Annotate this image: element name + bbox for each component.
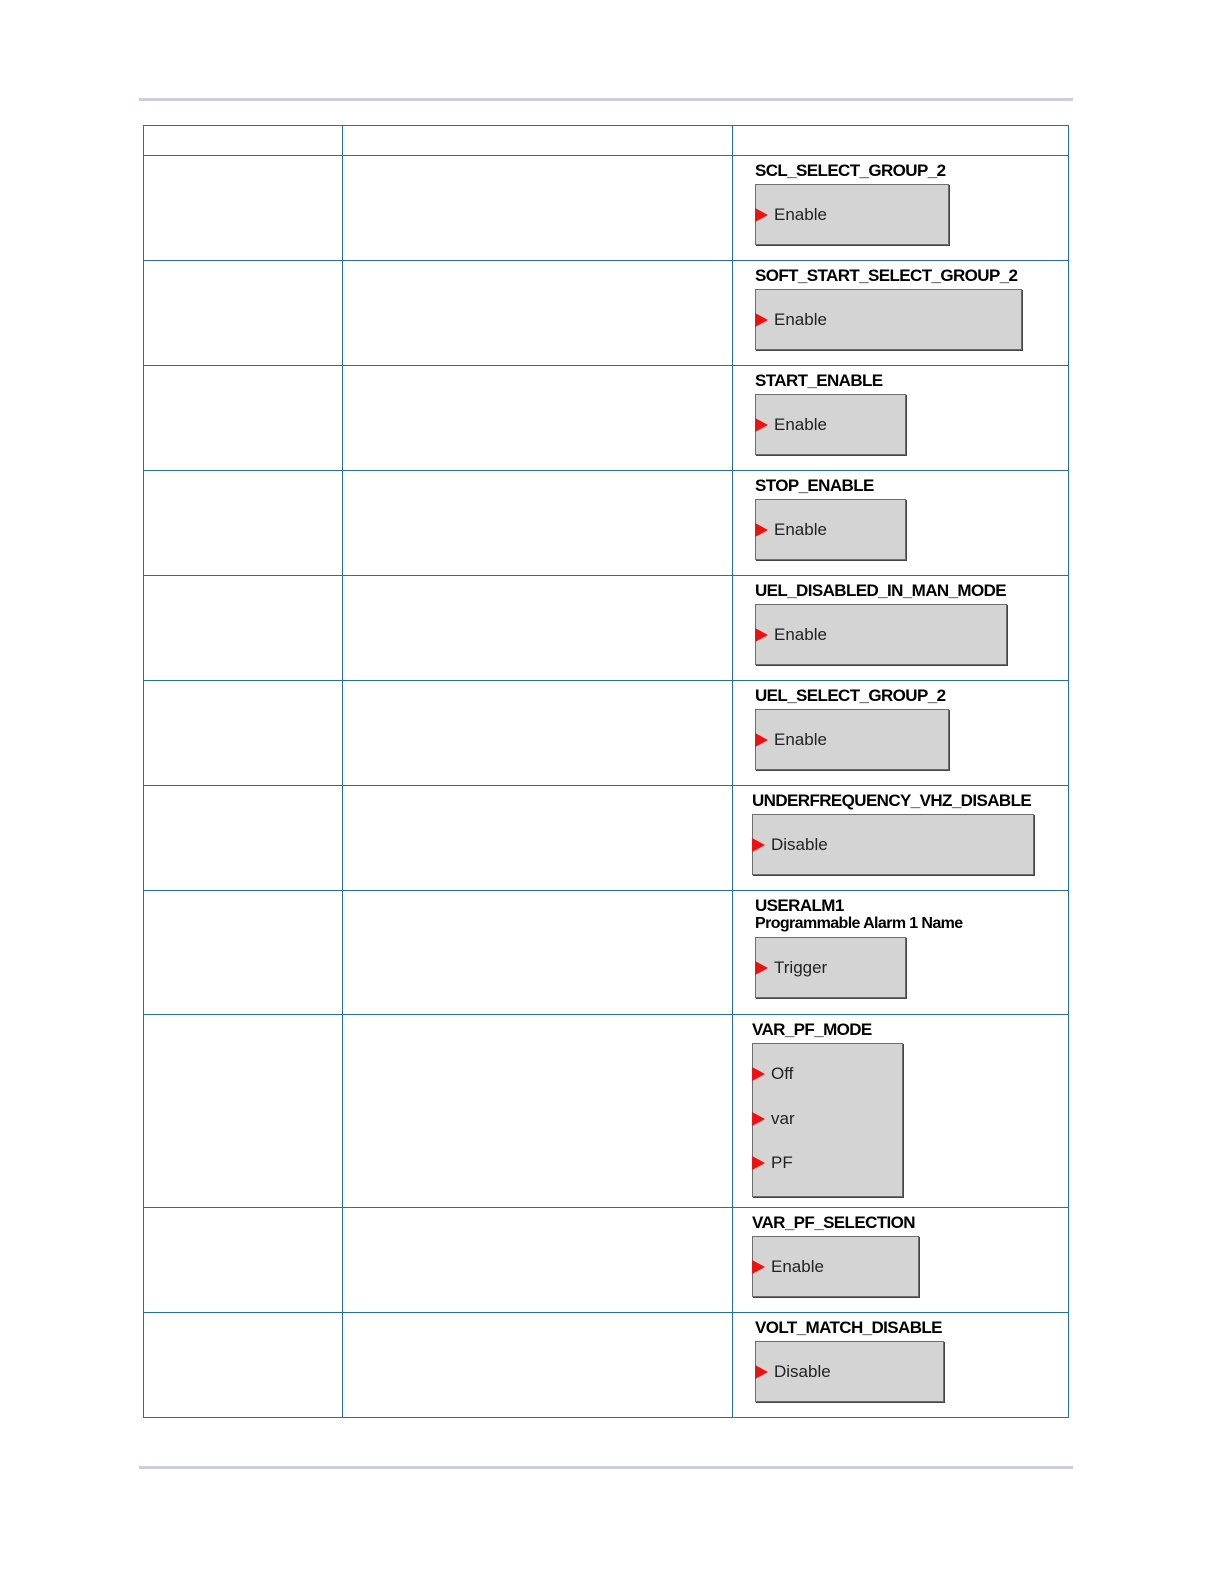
input-arrow-icon [755, 961, 768, 975]
table-row [144, 471, 1069, 576]
symbol-cell [733, 156, 1069, 261]
logic-input [756, 625, 827, 645]
header-rule [139, 98, 1073, 101]
input-label: Enable [771, 1257, 824, 1276]
description-cell [343, 366, 733, 471]
logic-block[interactable] [755, 1341, 944, 1402]
table-row [144, 1208, 1069, 1313]
description-cell [343, 1208, 733, 1313]
description-cell [343, 891, 733, 1015]
logic-input [756, 520, 827, 540]
input-arrow-icon [755, 313, 768, 327]
input-arrow-icon [755, 418, 768, 432]
logic-block[interactable] [755, 184, 949, 245]
symbol-cell [733, 471, 1069, 576]
logic-input [756, 310, 827, 330]
logic-block[interactable] [755, 289, 1022, 350]
table-row [144, 366, 1069, 471]
logic-input [753, 1064, 793, 1084]
input-arrow-icon [752, 838, 765, 852]
logic-block-title: SCL_SELECT_GROUP_2 [755, 161, 946, 180]
logic-block[interactable] [752, 1043, 903, 1197]
input-label: Enable [774, 625, 827, 644]
table-row [144, 156, 1069, 261]
input-label: Off [771, 1064, 794, 1083]
logic-block[interactable] [755, 499, 906, 560]
name-cell [144, 681, 343, 786]
name-cell [144, 1208, 343, 1313]
description-cell [343, 156, 733, 261]
symbol-cell [733, 891, 1069, 1015]
symbol-cell [733, 576, 1069, 681]
logic-input [753, 1109, 795, 1129]
description-cell [343, 681, 733, 786]
logic-block-title: UNDERFREQUENCY_VHZ_DISABLE [752, 791, 1032, 810]
input-arrow-icon [752, 1156, 765, 1170]
logic-block[interactable] [752, 814, 1034, 875]
table-row [144, 786, 1069, 891]
logic-block-title: UEL_DISABLED_IN_MAN_MODE [755, 581, 1007, 600]
input-label: Enable [774, 730, 827, 749]
logic-input [756, 415, 827, 435]
description-cell [343, 471, 733, 576]
symbol-cell [733, 681, 1069, 786]
table-header-row [144, 126, 1069, 156]
input-label: Enable [774, 310, 827, 329]
logic-block-title: SOFT_START_SELECT_GROUP_2 [755, 266, 1018, 285]
name-cell [144, 786, 343, 891]
name-cell [144, 156, 343, 261]
input-arrow-icon [752, 1112, 765, 1126]
input-label: Disable [771, 835, 828, 854]
symbol-cell [733, 786, 1069, 891]
header-cell-description [343, 126, 733, 156]
logic-block-title: START_ENABLE [755, 371, 883, 390]
header-cell-symbol [733, 126, 1069, 156]
logic-block-title: USERALM1 [755, 896, 844, 915]
description-cell [343, 261, 733, 366]
logic-input [753, 1153, 793, 1173]
logic-element-table [143, 125, 1069, 1418]
description-cell [343, 786, 733, 891]
input-arrow-icon [755, 733, 768, 747]
table-row [144, 1313, 1069, 1418]
description-cell [343, 1313, 733, 1418]
logic-block-title: UEL_SELECT_GROUP_2 [755, 686, 946, 705]
name-cell [144, 576, 343, 681]
name-cell [144, 261, 343, 366]
name-cell [144, 1015, 343, 1208]
input-label: Trigger [774, 958, 828, 977]
input-label: Enable [774, 205, 827, 224]
description-cell [343, 576, 733, 681]
table-row [144, 261, 1069, 366]
name-cell [144, 366, 343, 471]
input-arrow-icon [755, 208, 768, 222]
logic-input [753, 835, 828, 855]
logic-input [756, 730, 827, 750]
input-label: PF [771, 1153, 793, 1172]
input-arrow-icon [752, 1260, 765, 1274]
input-label: Enable [774, 520, 827, 539]
input-arrow-icon [752, 1067, 765, 1081]
logic-input [756, 958, 827, 978]
logic-block[interactable] [755, 394, 906, 455]
logic-input [756, 1362, 831, 1382]
logic-block[interactable] [755, 937, 906, 998]
logic-block-subtitle: Programmable Alarm 1 Name [755, 915, 963, 932]
input-arrow-icon [755, 523, 768, 537]
logic-input [756, 205, 827, 225]
logic-block-title: VAR_PF_SELECTION [752, 1213, 915, 1232]
symbol-cell [733, 261, 1069, 366]
logic-block[interactable] [752, 1236, 919, 1297]
logic-block-title: STOP_ENABLE [755, 476, 874, 495]
name-cell [144, 471, 343, 576]
name-cell [144, 891, 343, 1015]
description-cell [343, 1015, 733, 1208]
name-cell [144, 1313, 343, 1418]
table-row [144, 681, 1069, 786]
input-label: var [771, 1109, 795, 1128]
input-arrow-icon [755, 628, 768, 642]
input-arrow-icon [755, 1365, 768, 1379]
input-label: Disable [774, 1362, 831, 1381]
symbol-cell [733, 366, 1069, 471]
logic-block-title: VOLT_MATCH_DISABLE [755, 1318, 942, 1337]
symbol-cell [733, 1313, 1069, 1418]
symbol-cell [733, 1015, 1069, 1208]
input-label: Enable [774, 415, 827, 434]
logic-block[interactable] [755, 709, 949, 770]
logic-input [753, 1257, 824, 1277]
header-cell-name [144, 126, 343, 156]
logic-block[interactable] [755, 604, 1007, 665]
footer-rule [139, 1466, 1073, 1469]
table-row [144, 576, 1069, 681]
logic-block-title: VAR_PF_MODE [752, 1020, 872, 1039]
table-row [144, 891, 1069, 1015]
table-row [144, 1015, 1069, 1208]
symbol-cell [733, 1208, 1069, 1313]
